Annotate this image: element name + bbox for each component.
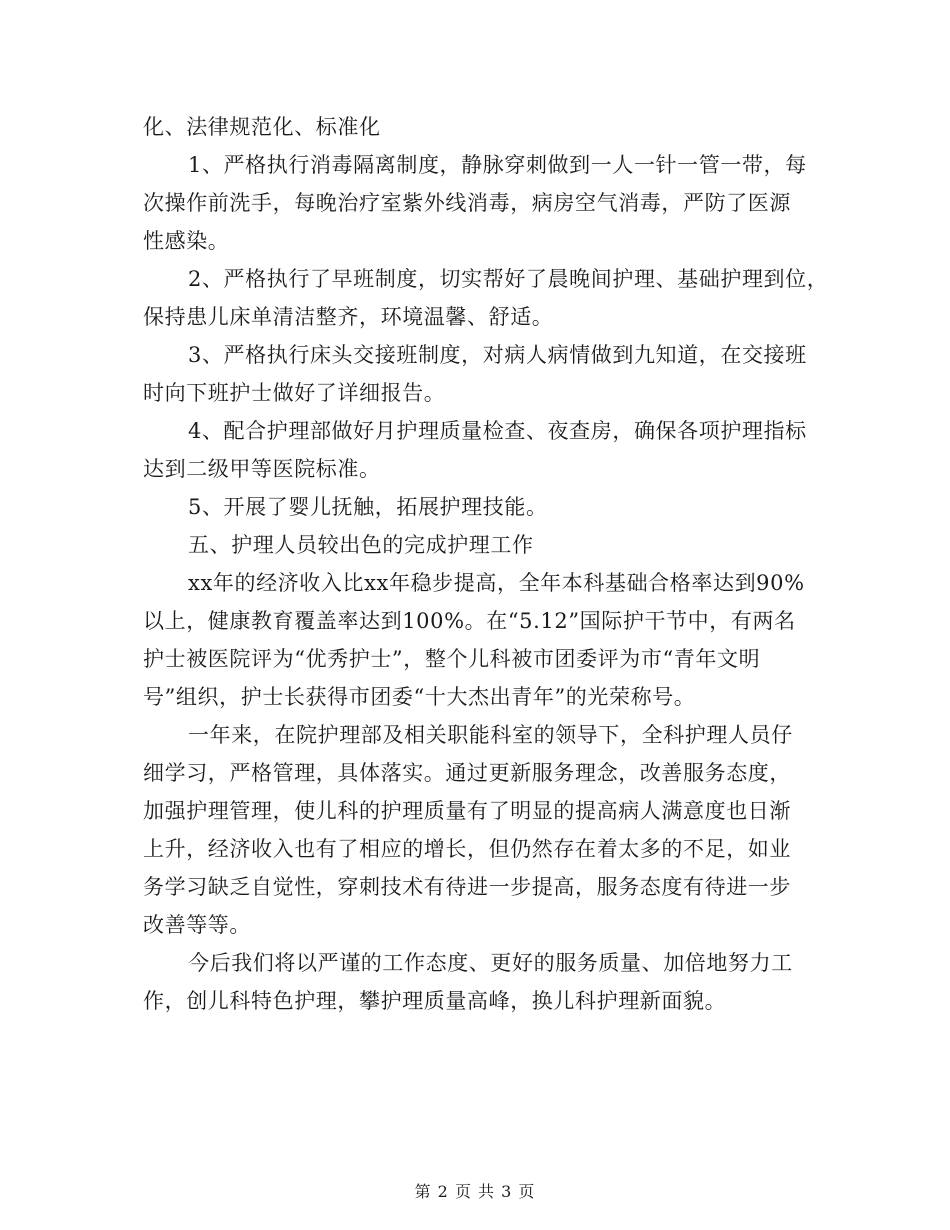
- text-line: 保持患儿床单清洁整齐，环境温馨、舒适。: [143, 305, 554, 329]
- text-line: 号”组织，护士长获得市团委“十大杰出青年”的光荣称号。: [143, 685, 696, 709]
- text-line: 2、严格执行了早班制度，切实帮好了晨晚间护理、基础护理到位，: [188, 267, 829, 291]
- text-line: 护士被医院评为“优秀护士”，整个儿科被市团委评为市“青年文明: [143, 647, 761, 671]
- text-line: 性感染。: [143, 229, 230, 253]
- text-line: 加强护理管理，使儿科的护理质量有了明显的提高病人满意度也日渐: [143, 799, 791, 823]
- text-line: 次操作前洗手，每晚治疗室紫外线消毒，病房空气消毒，严防了医源: [143, 191, 791, 215]
- text-line: 上升，经济收入也有了相应的增长，但仍然存在着太多的不足，如业: [143, 837, 791, 861]
- text-line: 1、严格执行消毒隔离制度，静脉穿刺做到一人一针一管一带，每: [188, 153, 807, 177]
- text-line: 一年来，在院护理部及相关职能科室的领导下，全科护理人员仔: [188, 723, 793, 747]
- text-line: 以上，健康教育覆盖率达到100%。在“5.12”国际护干节中，有两名: [143, 609, 796, 633]
- text-line: 今后我们将以严谨的工作态度、更好的服务质量、加倍地努力工: [188, 951, 793, 975]
- text-line: 达到二级甲等医院标准。: [143, 457, 381, 481]
- text-line: 化、法律规范化、标准化: [143, 115, 381, 139]
- text-line: 4、配合护理部做好月护理质量检查、夜查房，确保各项护理指标: [188, 419, 807, 443]
- text-line: 改善等等。: [143, 913, 251, 937]
- text-line: 时向下班护士做好了详细报告。: [143, 381, 446, 405]
- text-line: 作，创儿科特色护理，攀护理质量高峰，换儿科护理新面貌。: [143, 989, 727, 1013]
- text-line: 3、严格执行床头交接班制度，对病人病情做到九知道，在交接班: [188, 343, 807, 367]
- text-line: 务学习缺乏自觉性，穿刺技术有待进一步提高，服务态度有待进一步: [143, 875, 791, 899]
- page-footer: 第 2 页 共 3 页: [414, 1182, 536, 1201]
- text-line: 5、开展了婴儿抚触，拓展护理技能。: [188, 495, 548, 519]
- text-line: xx年的经济收入比xx年稳步提高，全年本科基础合格率达到90%: [188, 571, 805, 595]
- section-heading: 五、护理人员较出色的完成护理工作: [188, 533, 534, 557]
- text-line: 细学习，严格管理，具体落实。通过更新服务理念，改善服务态度，: [143, 761, 791, 785]
